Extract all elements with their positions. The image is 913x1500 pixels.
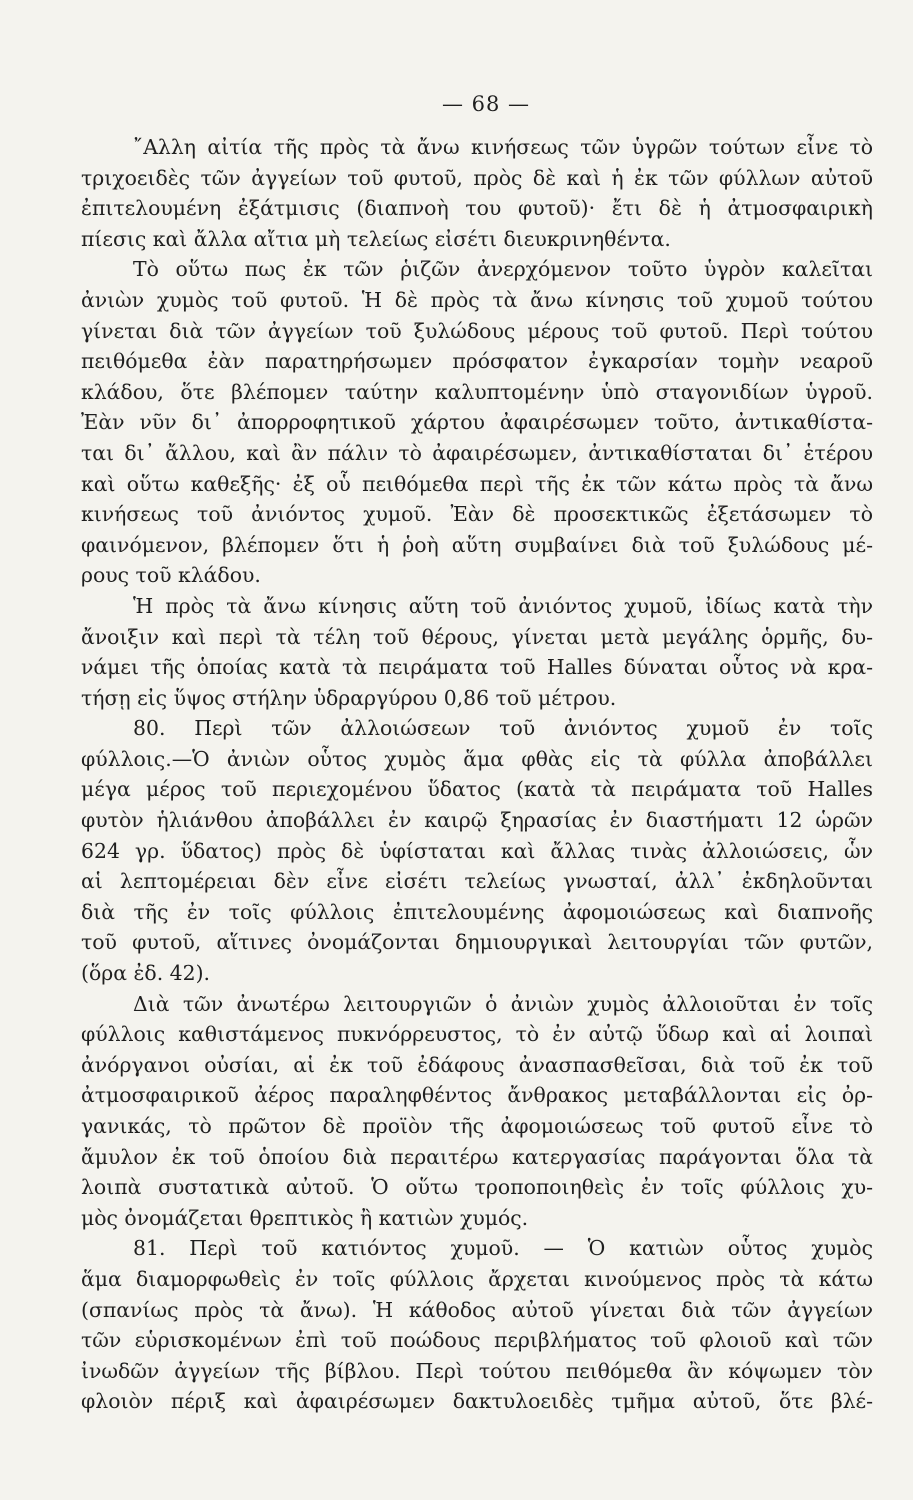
text-line: ἀνιὼν χυμὸς τοῦ φυτοῦ. Ἡ δὲ πρὸς τὰ ἄνω κίνησις τοῦ χυμοῦ τούτου — [81, 287, 873, 312]
text-line: φαινόμενον, βλέπομεν ὅτι ἡ ῥοὴ αὕτη συμβαίνει διὰ τοῦ ξυλώδους μέ- — [81, 532, 873, 557]
text-line: Ἐὰν νῦν δι᾽ ἀπορροφητικοῦ χάρτου ἀφαιρέσωμεν τοῦτο, ἀντικαθίστα- — [81, 410, 873, 435]
text-line: 81. Περὶ τοῦ κατιόντος χυμοῦ. — Ὁ κατιὼν οὗτος χυμὸς — [133, 1236, 873, 1261]
text-line: ἀνόργανοι οὐσίαι, αἱ ἐκ τοῦ ἐδάφους ἀνασπασθεῖσαι, διὰ τοῦ ἐκ τοῦ — [81, 1052, 873, 1077]
text-line: μέγα μέρος τοῦ περιεχομένου ὕδατος (κατὰ τὰ πειράματα τοῦ Halles — [81, 777, 873, 802]
text-line: ἐπιτελουμένη ἐξάτμισις (διαπνοὴ του φυτοῦ)· ἔτι δὲ ἡ ἀτμοσφαιρικὴ — [81, 196, 873, 221]
text-line: αἱ λεπτομέρειαι δὲν εἶνε εἰσέτι τελείως γνωσταί, ἀλλ᾽ ἐκδηλοῦνται — [81, 869, 873, 894]
text-line: ῎Αλλη αἰτία τῆς πρὸς τὰ ἄνω κινήσεως τῶν ὑγρῶν τούτων εἶνε τὸ — [133, 135, 873, 159]
text-line: κινήσεως τοῦ ἀνιόντος χυμοῦ. Ἐὰν δὲ προσεκτικῶς ἐξετάσωμεν τὸ — [81, 502, 873, 527]
text-line: ἰνωδῶν ἀγγείων τῆς βίβλου. Περὶ τούτου πειθόμεθα ἂν κόψωμεν τὸν — [81, 1358, 873, 1383]
text-body — [81, 132, 873, 1417]
text-line: τριχοειδὲς τῶν ἀγγείων τοῦ φυτοῦ, πρὸς δὲ καὶ ἡ ἐκ τῶν φύλλων αὐτοῦ — [81, 165, 873, 190]
text-line: πειθόμεθα ἐὰν παρατηρήσωμεν πρόσφατον ἐγκαρσίαν τομὴν νεαροῦ — [81, 349, 873, 374]
text-line: φύλλοις καθιστάμενος πυκνόρρευστος, τὸ ἐν αὐτῷ ὕδωρ καὶ αἱ λοιπαὶ — [81, 1022, 873, 1047]
text-line: καὶ οὕτω καθεξῆς· ἐξ οὗ πειθόμεθα περὶ τῆς ἐκ τῶν κάτω πρὸς τὰ ἄνω — [81, 471, 873, 496]
text-line: τήσῃ εἰς ὕψος στήλην ὑδραργύρου 0,86 τοῦ μέτρου. — [81, 685, 617, 710]
text-line: Τὸ οὕτω πως ἐκ τῶν ῥιζῶν ἀνερχόμενον τοῦτο ὑγρὸν καλεῖται — [133, 257, 873, 282]
text-line: ἅμα διαμορφωθεὶς ἐν τοῖς φύλλοις ἄρχεται κινούμενος πρὸς τὰ κάτω — [81, 1266, 873, 1291]
text-line: ρους τοῦ κλάδου. — [81, 563, 261, 588]
text-line: 624 γρ. ὕδατος) πρὸς δὲ ὑφίσταται καὶ ἄλλας τινὰς ἀλλοιώσεις, ὧν — [81, 838, 873, 863]
text-line: τῶν εὑρισκομένων ἐπὶ τοῦ ποώδους περιβλήματος τοῦ φλοιοῦ καὶ τῶν — [81, 1328, 873, 1353]
text-line: ται δι᾽ ἄλλου, καὶ ἂν πάλιν τὸ ἀφαιρέσωμεν, ἀντικαθίσταται δι᾽ ἑτέρου — [81, 440, 873, 465]
text-line: νάμει τῆς ὁποίας κατὰ τὰ πειράματα τοῦ Halles δύναται οὗτος νὰ κρα- — [81, 655, 873, 680]
text-line: τοῦ φυτοῦ, αἵτινες ὀνομάζονται δημιουργικαὶ λειτουργίαι τῶν φυτῶν, — [81, 930, 873, 955]
text-line: κλάδου, ὅτε βλέπομεν ταύτην καλυπτομένην ὑπὸ σταγονιδίων ὑγροῦ. — [81, 379, 873, 404]
text-line: γανικάς, τὸ πρῶτον δὲ προϊὸν τῆς ἀφομοιώσεως τοῦ φυτοῦ εἶνε τὸ — [81, 1114, 873, 1138]
text-line: ἄνοιξιν καὶ περὶ τὰ τέλη τοῦ θέρους, γίνεται μετὰ μεγάλης ὁρμῆς, δυ- — [81, 624, 873, 649]
text-line: μὸς ὀνομάζεται θρεπτικὸς ἢ κατιὼν χυμός. — [81, 1205, 529, 1230]
text-line: ἄμυλον ἐκ τοῦ ὁποίου διὰ περαιτέρω κατεργασίας παράγονται ὅλα τὰ — [81, 1144, 873, 1169]
text-line: Ἡ πρὸς τὰ ἄνω κίνησις αὕτη τοῦ ἀνιόντος χυμοῦ, ἰδίως κατὰ τὴν — [133, 593, 873, 618]
text-line: ἀτμοσφαιρικοῦ ἀέρος παραληφθέντος ἄνθρακος μεταβάλλονται εἰς ὀρ- — [81, 1083, 873, 1108]
text-line: φλοιὸν πέριξ καὶ ἀφαιρέσωμεν δακτυλοειδὲς τμῆμα αὐτοῦ, ὅτε βλέ- — [81, 1389, 873, 1414]
text-line: λοιπὰ συστατικὰ αὐτοῦ. Ὁ οὕτω τροποποιηθεὶς ἐν τοῖς φύλλοις χυ- — [81, 1175, 873, 1200]
text-line: (ὅρα ἐδ. 42). — [81, 961, 211, 986]
page-number: — 68 — — [441, 92, 531, 116]
text-line: φύλλοις.—Ὁ ἀνιὼν οὗτος χυμὸς ἅμα φθὰς εἰς τὰ φύλλα ἀποβάλλει — [81, 746, 873, 771]
text-line: πίεσις καὶ ἄλλα αἴτια μὴ τελείως εἰσέτι διευκρινηθέντα. — [81, 226, 671, 251]
text-line: (σπανίως πρὸς τὰ ἄνω). Ἡ κάθοδος αὐτοῦ γίνεται διὰ τῶν ἀγγείων — [81, 1297, 873, 1322]
text-line: διὰ τῆς ἐν τοῖς φύλλοις ἐπιτελουμένης ἀφομοιώσεως καὶ διαπνοῆς — [81, 899, 873, 924]
text-line: Διὰ τῶν ἀνωτέρω λειτουργιῶν ὁ ἀνιὼν χυμὸς ἀλλοιοῦται ἐν τοῖς — [133, 991, 873, 1016]
text-line: γίνεται διὰ τῶν ἀγγείων τοῦ ξυλώδους μέρους τοῦ φυτοῦ. Περὶ τούτου — [81, 318, 873, 343]
text-line: φυτὸν ἡλιάνθου ἀποβάλλει ἐν καιρῷ ξηρασίας ἐν διαστήματι 12 ὡρῶν — [81, 808, 873, 833]
text-line: 80. Περὶ τῶν ἀλλοιώσεων τοῦ ἀνιόντος χυμοῦ ἐν τοῖς — [133, 716, 873, 741]
